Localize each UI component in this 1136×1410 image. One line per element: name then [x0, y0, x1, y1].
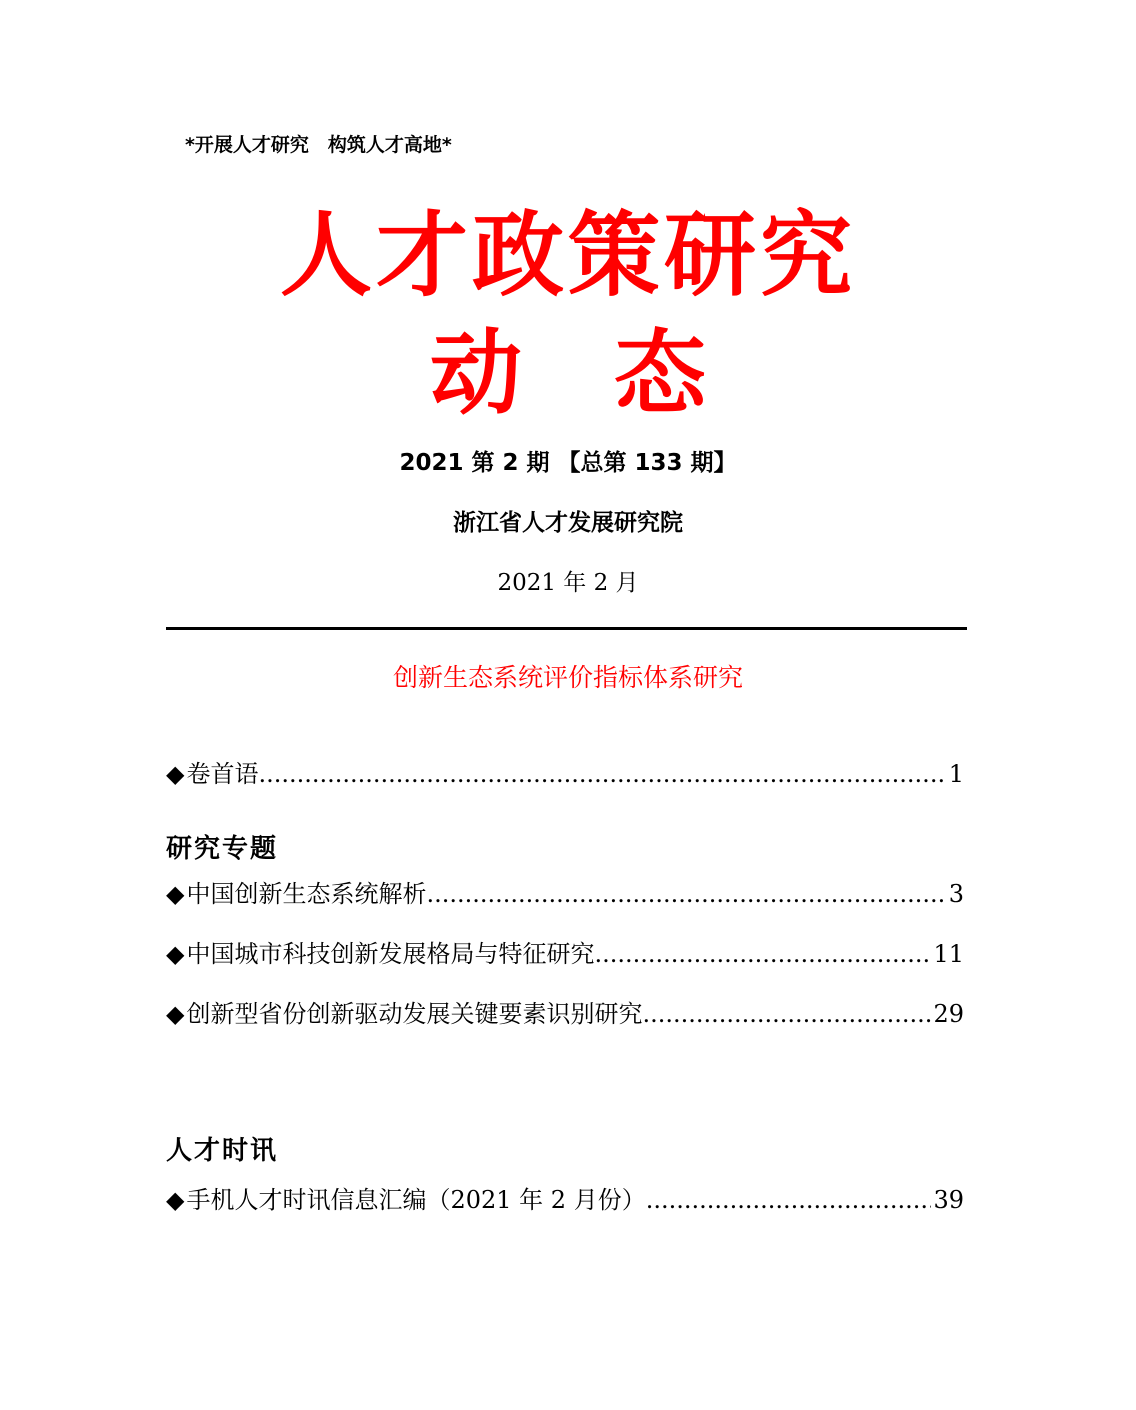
toc-entry-page: 1 [948, 760, 964, 788]
toc-entry[interactable] [166, 878, 964, 910]
diamond-bullet-icon: ◆ [166, 940, 185, 968]
toc-entry-page: 29 [933, 1000, 964, 1028]
publication-date: 2021 年 2 月 [497, 570, 639, 596]
diamond-bullet-icon: ◆ [166, 1000, 185, 1028]
toc-entry[interactable] [166, 998, 964, 1030]
toc-entry-title: 中国创新生态系统解析 [186, 880, 427, 908]
publication-title: 人才政策研究 [279, 201, 856, 309]
toc-entry-preface[interactable] [166, 758, 964, 790]
toc-entry-page: 3 [948, 880, 964, 908]
slogan: *开展人才研究 构筑人才高地* [185, 134, 452, 156]
toc-entry-page: 11 [933, 940, 964, 968]
toc-entry-title: 手机人才时讯信息汇编（2021 年 2 月份） [186, 1186, 646, 1214]
dot-leader [642, 998, 931, 1030]
dot-leader [646, 1184, 932, 1216]
diamond-bullet-icon: ◆ [166, 880, 185, 908]
toc-entry[interactable] [166, 1184, 964, 1216]
header-divider [166, 627, 967, 630]
diamond-bullet-icon: ◆ [166, 760, 185, 788]
toc-entry-title: 卷首语 [186, 760, 259, 788]
toc-entry-title: 创新型省份创新驱动发展关键要素识别研究 [186, 1000, 643, 1028]
publisher: 浙江省人才发展研究院 [453, 510, 683, 536]
toc-entry[interactable] [166, 938, 964, 970]
dot-leader [594, 938, 931, 970]
section-heading-news: 人才时讯 [166, 1136, 279, 1166]
publication-subtitle: 动 态 [429, 319, 706, 427]
dot-leader [426, 878, 946, 910]
diamond-bullet-icon: ◆ [166, 1186, 185, 1214]
dot-leader [258, 758, 946, 790]
issue-theme: 创新生态系统评价指标体系研究 [392, 663, 743, 692]
issue-number: 2021 第 2 期 【总第 133 期】 [399, 450, 737, 476]
toc-entry-title: 中国城市科技创新发展格局与特征研究 [186, 940, 595, 968]
section-heading-research: 研究专题 [166, 834, 279, 864]
toc-entry-page: 39 [933, 1186, 964, 1214]
